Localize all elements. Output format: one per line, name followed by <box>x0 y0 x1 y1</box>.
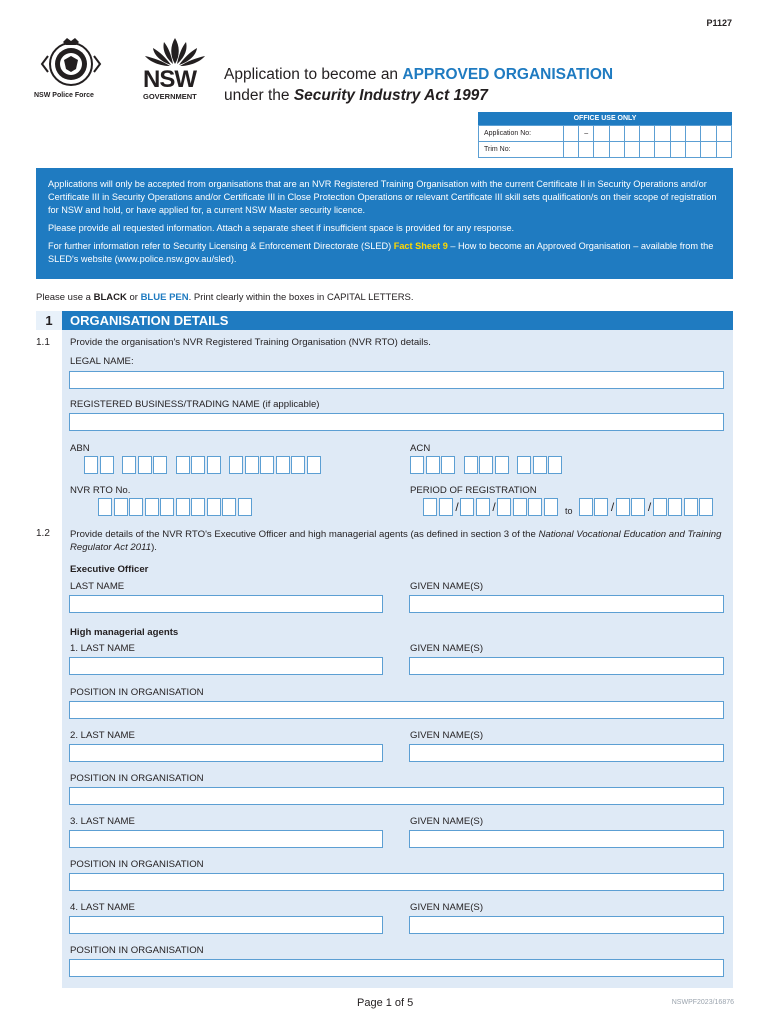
legal-name-label: LEGAL NAME: <box>70 356 134 367</box>
exec-last-name-field[interactable] <box>69 595 383 613</box>
agent-1-given-names-field[interactable] <box>409 657 724 675</box>
nsw-police-logo <box>34 36 108 102</box>
act-name: National Vocational Education and Training Regulator Act 2011 <box>70 529 722 553</box>
char-box[interactable] <box>191 498 205 516</box>
acn-boxes[interactable] <box>410 456 564 474</box>
office-use-panel <box>478 112 732 158</box>
abn-boxes[interactable] <box>84 456 322 474</box>
char-box[interactable] <box>544 498 558 516</box>
police-crest-icon <box>34 36 108 92</box>
police-logo-label: NSW Police Force <box>34 92 94 99</box>
document-code: NSWPF2023/16876 <box>671 999 734 1006</box>
char-box[interactable] <box>160 498 174 516</box>
rto-no-label: NVR RTO No. <box>70 485 131 496</box>
agent-3-position-field[interactable] <box>69 873 724 891</box>
char-box[interactable] <box>528 498 542 516</box>
agent-4-given-names-field[interactable] <box>409 916 724 934</box>
office-cell[interactable] <box>624 126 639 142</box>
office-cell[interactable] <box>624 142 639 158</box>
section-title: ORGANISATION DETAILS <box>70 313 229 328</box>
exec-given-names-label: GIVEN NAME(S) <box>410 581 484 592</box>
char-box[interactable] <box>114 498 128 516</box>
agent-2-given-names-label: GIVEN NAME(S) <box>410 730 484 741</box>
char-box[interactable] <box>684 498 698 516</box>
char-box[interactable] <box>594 498 608 516</box>
period-boxes[interactable]: / / to / / <box>423 498 715 524</box>
office-cell[interactable] <box>563 126 578 142</box>
char-box[interactable] <box>176 456 190 474</box>
office-cell[interactable] <box>701 126 716 142</box>
agent-4-given-names-label: GIVEN NAME(S) <box>410 902 484 913</box>
legal-name-field[interactable] <box>69 371 724 389</box>
agent-4-position-field[interactable] <box>69 959 724 977</box>
char-box[interactable] <box>307 456 321 474</box>
nsw-logo-sub: GOVERNMENT <box>143 92 197 101</box>
char-box[interactable] <box>699 498 713 516</box>
agent-1-given-names-label: GIVEN NAME(S) <box>410 643 484 654</box>
char-box[interactable] <box>495 456 509 474</box>
office-cell[interactable] <box>640 126 655 142</box>
trading-name-field[interactable] <box>69 413 724 431</box>
char-box[interactable] <box>276 456 290 474</box>
office-cell[interactable] <box>594 126 609 142</box>
char-box[interactable] <box>191 456 205 474</box>
office-cell[interactable] <box>579 142 594 158</box>
char-box[interactable] <box>207 456 221 474</box>
agent-2-position-field[interactable] <box>69 787 724 805</box>
page-title: Application to become an APPROVED ORGANISATION under the Security Industry Act 1997 <box>224 66 614 104</box>
agent-4-last-name-field[interactable] <box>69 916 383 934</box>
char-box[interactable] <box>533 456 547 474</box>
info-banner <box>36 168 733 279</box>
banner-eligibility: Applications will only be accepted from organisations that are an NVR Registered Training Organisation with the current Certificate II in Security Operations and/or Certificate III in Security Operations and/or Certificate III in Close Protection Operations or relevant Certificate III skill sets qualification/s on their scope of registration for NSW and hold, or have applied for, a current NSW Master security licence. <box>48 179 717 215</box>
office-use-table <box>478 125 732 158</box>
agent-1-position-field[interactable] <box>69 701 724 719</box>
char-box[interactable] <box>497 498 511 516</box>
exec-given-names-field[interactable] <box>409 595 724 613</box>
char-box[interactable] <box>426 456 440 474</box>
office-cell[interactable] <box>670 126 685 142</box>
agent-4-last-name-label: 4. LAST NAME <box>70 902 135 913</box>
char-box[interactable] <box>441 456 455 474</box>
office-cell[interactable] <box>686 126 701 142</box>
agent-3-last-name-field[interactable] <box>69 830 383 848</box>
office-cell[interactable] <box>609 142 624 158</box>
office-cell[interactable] <box>640 142 655 158</box>
char-box[interactable] <box>207 498 221 516</box>
office-cell[interactable] <box>701 142 716 158</box>
high-agents-heading: High managerial agents <box>70 627 179 638</box>
office-cell[interactable] <box>716 126 731 142</box>
char-box[interactable] <box>439 498 453 516</box>
fact-sheet-link[interactable]: Fact Sheet 9 <box>393 241 448 251</box>
char-box[interactable] <box>98 498 112 516</box>
char-box[interactable] <box>479 456 493 474</box>
agent-3-given-names-label: GIVEN NAME(S) <box>410 816 484 827</box>
trim-no-label: Trim No: <box>479 142 564 158</box>
question-number-1-1: 1.1 <box>36 337 50 348</box>
form-code: P1127 <box>706 18 732 28</box>
office-cell[interactable] <box>670 142 685 158</box>
trading-name-label: REGISTERED BUSINESS/TRADING NAME (if applicable) <box>70 399 320 410</box>
char-box[interactable] <box>238 498 252 516</box>
char-box[interactable] <box>460 498 474 516</box>
agent-1-last-name-field[interactable] <box>69 657 383 675</box>
office-cell[interactable] <box>686 142 701 158</box>
question-text-1-2: Provide details of the NVR RTO's Executive Officer and high managerial agents (as defined in section 3 of the National Vocational Education and Training Regulator Act 2011). <box>70 529 722 553</box>
banner-instructions: Please provide all requested information. Attach a separate sheet if insufficient space is provided for any response. <box>48 223 515 233</box>
office-cell[interactable] <box>609 126 624 142</box>
agent-3-given-names-field[interactable] <box>409 830 724 848</box>
char-box[interactable] <box>138 456 152 474</box>
char-box[interactable] <box>291 456 305 474</box>
char-box[interactable] <box>153 456 167 474</box>
abn-label: ABN <box>70 443 90 454</box>
application-no-label: Application No: <box>479 126 564 142</box>
char-box[interactable] <box>245 456 259 474</box>
question-number-1-2: 1.2 <box>36 528 50 539</box>
char-box[interactable] <box>513 498 527 516</box>
char-box[interactable] <box>260 456 274 474</box>
nsw-logo-text: NSW <box>143 66 196 93</box>
char-box[interactable] <box>476 498 490 516</box>
title-highlight: APPROVED ORGANISATION <box>402 66 614 83</box>
office-cell-dash: – <box>579 126 594 142</box>
agent-2-given-names-field[interactable] <box>409 744 724 762</box>
agent-1-last-name-label: 1. LAST NAME <box>70 643 135 654</box>
char-box[interactable] <box>579 498 593 516</box>
agent-3-last-name-label: 3. LAST NAME <box>70 816 135 827</box>
agent-2-last-name-field[interactable] <box>69 744 383 762</box>
office-use-heading: OFFICE USE ONLY <box>478 112 732 125</box>
office-cell[interactable] <box>563 142 578 158</box>
page-number: Page 1 of 5 <box>357 997 414 1009</box>
period-label: PERIOD OF REGISTRATION <box>410 485 537 496</box>
office-cell[interactable] <box>655 126 670 142</box>
exec-officer-heading: Executive Officer <box>70 564 149 575</box>
title-act: Security Industry Act 1997 <box>293 87 488 104</box>
agent-3-position-label: POSITION IN ORGANISATION <box>70 859 204 870</box>
section-number: 1 <box>36 311 62 330</box>
agent-4-position-label: POSITION IN ORGANISATION <box>70 945 204 956</box>
agent-2-last-name-label: 2. LAST NAME <box>70 730 135 741</box>
char-box[interactable] <box>229 456 243 474</box>
rto-no-boxes[interactable] <box>98 498 253 516</box>
pen-instruction: Please use a BLACK or BLUE PEN. Print clearly within the boxes in CAPITAL LETTERS. <box>36 292 414 303</box>
agent-1-position-label: POSITION IN ORGANISATION <box>70 687 204 698</box>
office-cell[interactable] <box>716 142 731 158</box>
char-box[interactable] <box>176 498 190 516</box>
char-box[interactable] <box>100 456 114 474</box>
exec-last-name-label: LAST NAME <box>70 581 125 592</box>
char-box[interactable] <box>122 456 136 474</box>
nsw-government-logo <box>140 34 220 104</box>
char-box[interactable] <box>145 498 159 516</box>
char-box[interactable] <box>517 456 531 474</box>
char-box[interactable] <box>423 498 437 516</box>
char-box[interactable] <box>129 498 143 516</box>
question-text-1-1: Provide the organisation's NVR Registered Training Organisation (NVR RTO) details. <box>70 337 431 348</box>
acn-label: ACN <box>410 443 431 454</box>
char-box[interactable] <box>222 498 236 516</box>
char-box[interactable] <box>631 498 645 516</box>
period-to: to <box>565 506 573 516</box>
waratah-icon <box>140 34 210 68</box>
banner-further-info: For further information refer to Security Licensing & Enforcement Directorate (SLED) Fact Sheet 9 – How to become an Approved Organisation – available from the SLED's website (www.police.nsw.gov.au/sled). <box>48 241 714 264</box>
char-box[interactable] <box>653 498 667 516</box>
char-box[interactable] <box>616 498 630 516</box>
office-cell[interactable] <box>655 142 670 158</box>
char-box[interactable] <box>668 498 682 516</box>
agent-2-position-label: POSITION IN ORGANISATION <box>70 773 204 784</box>
office-cell[interactable] <box>594 142 609 158</box>
char-box[interactable] <box>84 456 98 474</box>
char-box[interactable] <box>464 456 478 474</box>
char-box[interactable] <box>548 456 562 474</box>
char-box[interactable] <box>410 456 424 474</box>
